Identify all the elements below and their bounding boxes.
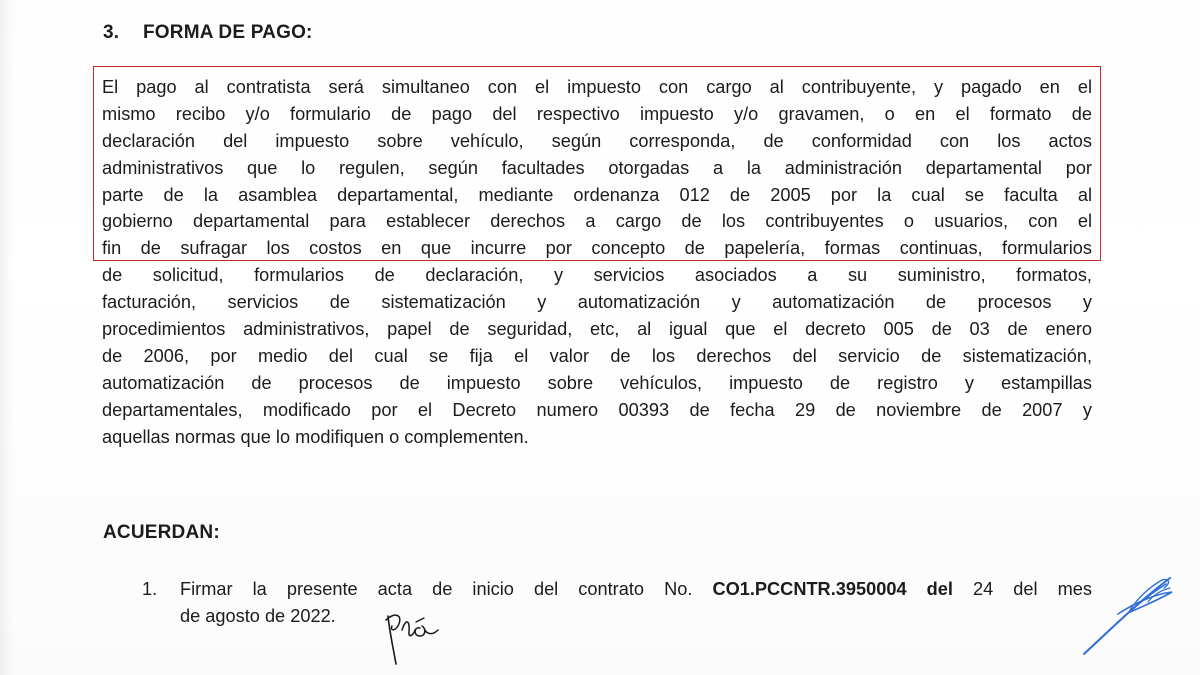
contract-number: CO1.PCCNTR.3950004 del (712, 579, 953, 599)
list-item-text-part: 24 del mes (952, 579, 1092, 599)
paragraph-line: gobierno departamental para establecer derechos a cargo de los contribuyentes o usuarios, con el (102, 211, 1092, 232)
paragraph-line: administrativos que lo regulen, según facultades otorgadas a la administración departamental por (102, 157, 1092, 178)
list-item-text-part: Firmar la presente acta de inicio del contrato No. (180, 579, 713, 599)
paragraph-line: parte de la asamblea departamental, mediante ordenanza 012 de 2005 por la cual se faculta al (102, 184, 1092, 205)
section-heading (103, 22, 313, 44)
paragraph-line: mismo recibo y/o formulario de pago del respectivo impuesto y/o gravamen, o en el formato de (102, 103, 1092, 124)
section-number: 3. (103, 22, 120, 43)
paragraph-line: declaración del impuesto sobre vehículo, según corresponda, de conformidad con los actos (102, 130, 1092, 151)
acuerdan-heading: ACUERDAN: (103, 522, 220, 543)
paragraph-line: departamentales, modificado por el Decreto numero 00393 de fecha 29 de noviembre de 2007 y (102, 399, 1092, 420)
blue-signature (1078, 572, 1178, 660)
list-item-text (180, 576, 1092, 630)
list-item-line (180, 576, 1092, 603)
paragraph-line: facturación, servicios de sistematización y automatización y automatización de procesos y (102, 292, 1092, 313)
page-edge-shadow (0, 0, 14, 675)
paragraph-line: procedimientos administrativos, papel de seguridad, etc, al igual que el decreto 005 de 03 de enero (102, 319, 1092, 340)
payment-paragraph (102, 74, 1092, 450)
paragraph-line: El pago al contratista será simultaneo con el impuesto con cargo al contribuyente, y pagado en el (102, 77, 1092, 97)
paragraph-line: de solicitud, formularios de declaración, y servicios asociados a su suministro, formatos, (102, 265, 1092, 286)
paragraph-line: aquellas normas que lo modifiquen o complementen. (102, 426, 529, 447)
list-item-line: de agosto de 2022. (180, 605, 336, 626)
list-item-number: 1. (142, 579, 158, 599)
paragraph-line: fin de sufragar los costos en que incurre por concepto de papelería, formas continuas, formularios (102, 238, 1092, 259)
handwritten-initials (380, 606, 450, 668)
section-title: FORMA DE PAGO: (143, 22, 313, 43)
paragraph-line: automatización de procesos de impuesto sobre vehículos, impuesto de registro y estampillas (102, 372, 1092, 393)
paragraph-line: de 2006, por medio del cual se fija el valor de los derechos del servicio de sistematización, (102, 345, 1092, 366)
